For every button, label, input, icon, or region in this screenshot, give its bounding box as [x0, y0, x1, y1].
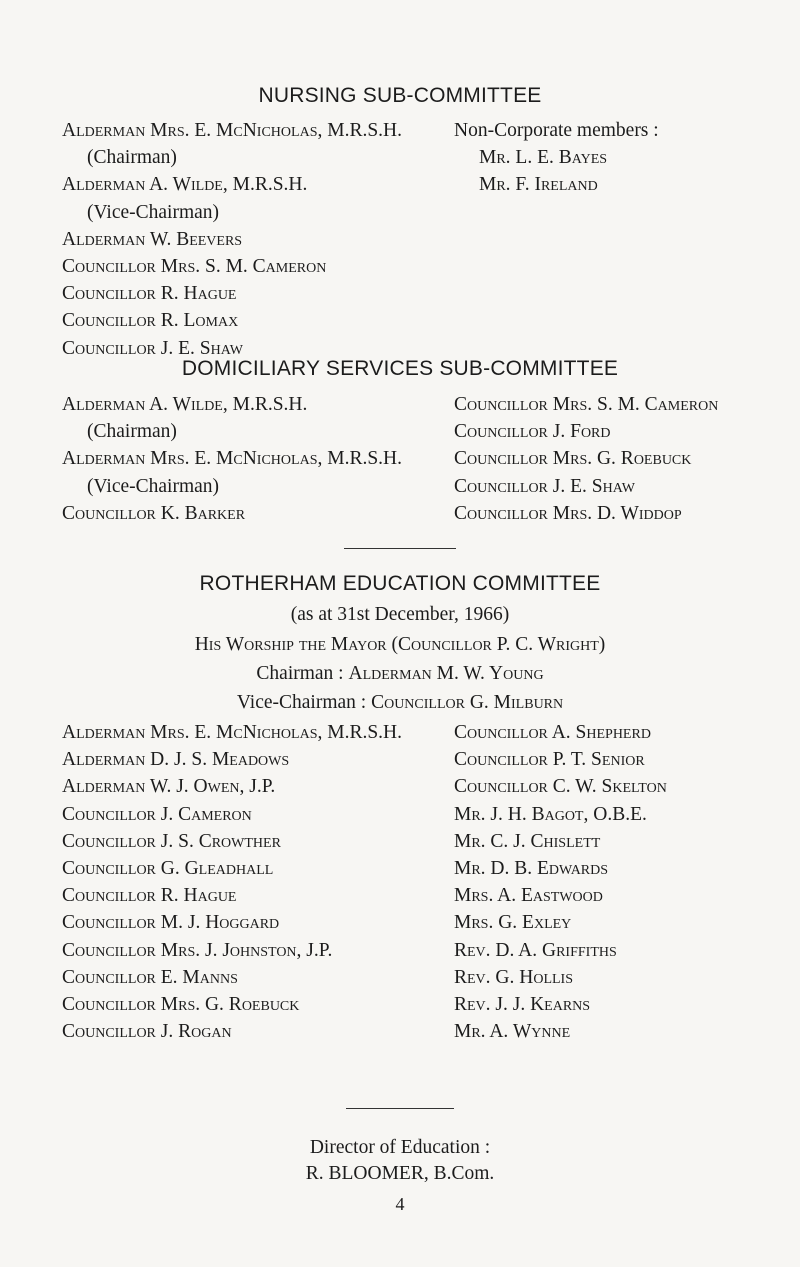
member-line: Councillor J. Ford — [454, 421, 611, 443]
member-line: Councillor Mrs. G. Roebuck — [62, 994, 300, 1016]
education-left-list — [62, 719, 402, 1045]
member-line: Councillor J. Rogan — [62, 1021, 232, 1043]
member-line: Councillor J. E. Shaw — [454, 475, 635, 497]
director-name: R. BLOOMER, B.Com. — [305, 1163, 495, 1184]
member-line: Rev. D. A. Griffiths — [454, 939, 617, 961]
member-line: Councillor J. E. Shaw — [62, 337, 243, 359]
member-line: Councillor C. W. Skelton — [454, 776, 667, 798]
chairman-name: Alderman M. W. Young — [348, 663, 544, 684]
member-line: Mr. D. B. Edwards — [454, 858, 609, 880]
member-line: Alderman D. J. S. Meadows — [62, 749, 290, 771]
education-right-list — [454, 719, 667, 1045]
member-line: Mr. L. E. Bayes — [479, 147, 608, 169]
member-line: Rev. J. J. Kearns — [454, 994, 591, 1016]
member-line: (Vice-Chairman) — [87, 475, 220, 497]
member-line: Alderman W. J. Owen, J.P. — [62, 776, 276, 798]
member-line: Alderman A. Wilde, M.R.S.H. — [62, 174, 308, 196]
member-line: Alderman Mrs. E. McNicholas, M.R.S.H. — [62, 722, 403, 743]
member-line: Councillor A. Shepherd — [454, 722, 651, 743]
member-line: Mrs. A. Eastwood — [454, 885, 603, 907]
member-line: Councillor Mrs. S. M. Cameron — [454, 394, 719, 415]
member-line: Alderman A. Wilde, M.R.S.H. — [62, 394, 308, 415]
member-line: Councillor P. T. Senior — [454, 749, 645, 771]
member-line: Councillor M. J. Hoggard — [62, 912, 280, 934]
member-line: Councillor R. Hague — [62, 283, 237, 305]
member-line: (Chairman) — [87, 421, 177, 443]
chairman-line — [0, 660, 800, 687]
vice-chairman-line — [0, 689, 800, 716]
member-line: Mr. C. J. Chislett — [454, 830, 601, 852]
member-line: Councillor E. Manns — [62, 966, 238, 988]
education-title: ROTHERHAM EDUCATION COMMITTEE — [199, 572, 601, 595]
member-line: Councillor Mrs. D. Widdop — [454, 502, 682, 524]
member-line: Mr. F. Ireland — [479, 174, 598, 196]
member-line: Councillor K. Barker — [62, 502, 246, 524]
member-line: Non-Corporate members : — [454, 120, 659, 141]
member-line: Councillor J. S. Crowther — [62, 830, 281, 852]
member-line: Councillor Mrs. G. Roebuck — [454, 448, 692, 470]
domiciliary-left-list — [62, 391, 402, 527]
divider-rule — [346, 1108, 454, 1109]
member-line: Mr. A. Wynne — [454, 1021, 571, 1043]
member-line: Mrs. G. Exley — [454, 912, 572, 934]
nursing-left-list — [62, 117, 402, 362]
education-date-line: (as at 31st December, 1966) — [290, 604, 510, 625]
member-line: Councillor R. Lomax — [62, 310, 239, 332]
page-number: 4 — [395, 1194, 405, 1214]
member-line: Councillor Mrs. S. M. Cameron — [62, 256, 327, 278]
member-line: Alderman Mrs. E. McNicholas, M.R.S.H. — [62, 448, 403, 470]
member-line: Councillor R. Hague — [62, 885, 237, 907]
member-line: Alderman W. Beevers — [62, 228, 243, 250]
member-line: Councillor J. Cameron — [62, 803, 252, 825]
member-line: Councillor Mrs. J. Johnston, J.P. — [62, 939, 333, 961]
chairman-label: Chairman : — [256, 663, 349, 684]
member-line: (Chairman) — [87, 147, 177, 169]
vice-chairman-name: Councillor G. Milburn — [371, 692, 564, 713]
nursing-right-list — [454, 117, 659, 199]
director-label: Director of Education : — [309, 1137, 491, 1158]
member-line: (Vice-Chairman) — [87, 201, 220, 223]
member-line: Rev. G. Hollis — [454, 966, 573, 988]
mayor-line: His Worship the Mayor (Councillor P. C. Wright) — [194, 634, 606, 655]
vice-chairman-label: Vice-Chairman : — [236, 692, 372, 713]
domiciliary-right-list — [454, 391, 718, 527]
member-line: Mr. J. H. Bagot, O.B.E. — [454, 803, 647, 825]
domiciliary-title: DOMICILIARY SERVICES SUB-COMMITTEE — [181, 357, 619, 380]
nursing-title: NURSING SUB-COMMITTEE — [258, 84, 542, 107]
divider-rule — [344, 548, 456, 549]
member-line: Councillor G. Gleadhall — [62, 858, 274, 880]
member-line: Alderman Mrs. E. McNicholas, M.R.S.H. — [62, 120, 403, 141]
